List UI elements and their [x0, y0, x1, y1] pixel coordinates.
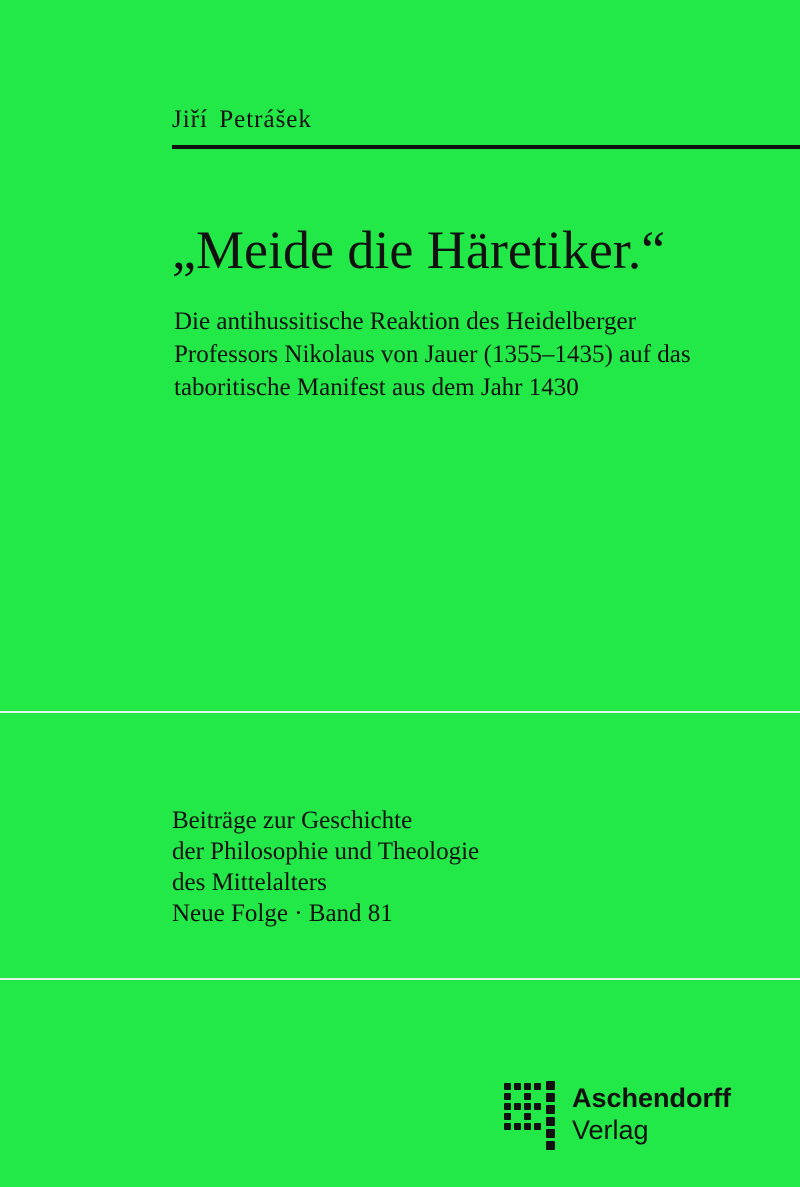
- publisher-logo: [504, 1081, 744, 1151]
- subtitle-line: Professors Nikolaus von Jauer (1355–1435) auf das: [174, 341, 691, 368]
- series-info: [172, 805, 479, 929]
- book-title: „Meide die Häretiker.“: [172, 220, 666, 280]
- series-line: der Philosophie und Theologie: [172, 838, 480, 865]
- dot-matrix-a-logo-icon: [504, 1081, 562, 1151]
- subtitle-line: Die antihussitische Reaktion des Heidelberger: [174, 308, 636, 335]
- series-line: Neue Folge · Band 81: [172, 900, 393, 927]
- series-line: des Mittelalters: [172, 869, 327, 896]
- book-subtitle: [174, 305, 774, 404]
- publisher-subname: Verlag: [572, 1115, 649, 1145]
- subtitle-line: taboritische Manifest aus dem Jahr 1430: [174, 374, 579, 401]
- middle-divider: [0, 711, 800, 713]
- bottom-divider: [0, 978, 800, 980]
- series-line: Beiträge zur Geschichte: [172, 807, 413, 834]
- publisher-name: Aschendorff: [572, 1083, 732, 1113]
- author-divider: [172, 145, 800, 149]
- author-name: Jiří Petrášek: [172, 106, 312, 133]
